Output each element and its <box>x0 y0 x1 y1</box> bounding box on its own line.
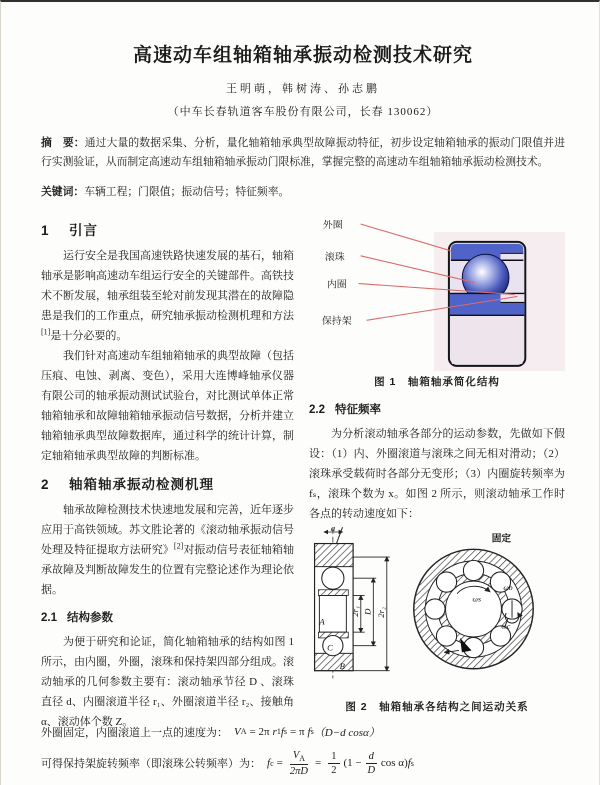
keywords-label: 关键词： <box>41 185 85 198</box>
section-2-2-paragraph: 为分析滚动轴承各部分的运动参数，先做如下假设：（1）内、外圈滚道与滚珠之间无相对滑动；（2）滚珠承受载荷时各部分无变形；（3）内圈旋转频率为 fₛ，滚珠个数为 x。如图 2 所示，则滚动轴承工作时各点的转动速度如下： <box>309 427 565 520</box>
figure-1 <box>309 214 565 392</box>
formula-2-frac3-num: d <box>366 750 377 764</box>
formula-1-f1: f <box>280 725 284 738</box>
two-column-body <box>41 212 565 728</box>
formula-1-f2-sub: s <box>310 727 314 737</box>
section-2-paragraph <box>41 500 294 600</box>
figure-2-graphic <box>303 524 565 696</box>
formula-2-frac1-num-sub: A <box>299 753 306 763</box>
formula-1-eq1: = 2π <box>249 725 270 738</box>
keywords-text: 车辆工程；门限值；振动信号；特征频率。 <box>84 185 290 198</box>
formula-2-fs: f <box>407 757 411 770</box>
section-1-paragraph-2: 我们针对高速动车组轴箱轴承的典型故障（包括压痕、电蚀、剥离、变色），采用大连博峰轴承仪器有限公司的轴承振动测试试验台，对比测试单体正常轴箱轴承和故障轴箱轴承振动信号数据，分析并建立轴箱轴承典型故障数据库，通过科学的统计计算，制定轴箱轴承典型故障的判断标准。 <box>41 349 294 462</box>
formula-2-fraction-1 <box>290 749 308 778</box>
formula-2-fs-sub: s <box>410 758 414 768</box>
fig1-label-inner-ring: 内圈 <box>326 279 347 291</box>
fig2-point-c: C <box>327 642 333 653</box>
formula-2-frac1-num: V <box>292 749 300 761</box>
fig2-section-view <box>315 524 390 678</box>
fig2-angle-label: a <box>330 523 336 533</box>
fig2-fixed-label: 固定 <box>491 533 512 545</box>
figure-2 <box>309 524 565 717</box>
page-title: 高速动车组轴箱轴承振动检测技术研究 <box>132 45 473 66</box>
fig2-dim-2r2: 2r₂ <box>375 606 386 618</box>
section-1-paragraph-1-tail: 是十分必要的。 <box>50 329 128 342</box>
bearing-shaft <box>452 316 522 364</box>
section-2-heading <box>41 475 294 495</box>
formula-1-eq2: = π <box>290 725 305 738</box>
formula-1-f2: f <box>307 725 311 738</box>
section-2-2-heading <box>309 400 565 420</box>
fig2-dim-d: D <box>362 608 373 615</box>
formula-block <box>41 724 565 778</box>
fig1-label-cage: 保持架 <box>321 315 352 327</box>
fig2-point-a: A <box>319 616 325 627</box>
abstract-paragraph <box>41 134 565 172</box>
right-column <box>309 212 565 712</box>
section-2-paragraph-tail: 对振动信号表征轴箱轴承故障及判断故障发生的位置有完整论述作为理论依据。 <box>41 543 295 596</box>
formula-2-fc: f <box>267 757 271 770</box>
formula-2-paren-open: (1 − <box>343 757 362 770</box>
formula-1-tail: （D−d cosα） <box>313 726 380 739</box>
formula-2 <box>41 749 565 778</box>
fig2-omega-c: ωc <box>501 620 511 630</box>
formula-2-frac1-den: 2πD <box>289 765 308 777</box>
fig2-point-b: B <box>339 660 345 671</box>
section-2-2-title: 特征频率 <box>335 403 381 416</box>
citation-ref-1: [1] <box>41 326 51 336</box>
section-2-1-title: 结构参数 <box>67 611 113 624</box>
section-2-1-heading <box>41 608 294 628</box>
formula-1-r-sub: 1 <box>276 727 281 737</box>
section-2-title: 轴箱轴承振动检测机理 <box>69 476 214 492</box>
section-2-1-paragraph: 为便于研究和论证，简化轴箱轴承的结构如图 1 所示，由内圈，外圈，滚珠和保持架四部分组成。滚动轴承的几何参数主要有：滚动轴承节径 D 、滚珠直径 d、内圈滚道半径 r₁、外圈滚道半径 r₂、接触角 α、滚动体个数 Z。 <box>41 635 294 728</box>
fig2-omega-b: ωb <box>503 582 513 592</box>
authors-line: 王明萌，韩树涛、孙志鹏 <box>226 83 380 95</box>
formula-2-fc-sub: c <box>270 758 274 768</box>
figure-1-caption: 图 1 轴箱轴承简化结构 <box>374 375 500 388</box>
fig2-omega-s: ωs <box>472 593 481 603</box>
formula-2-eq1: = <box>276 757 283 770</box>
section-1-paragraph-1 <box>41 246 294 346</box>
fig1-label-outer-ring: 外圈 <box>322 219 343 231</box>
section-2-number: 2 <box>41 476 50 492</box>
formula-2-frac2-num: 1 <box>328 750 339 764</box>
section-1-number: 1 <box>41 222 50 238</box>
formula-1-v-sub: A <box>240 727 247 737</box>
formula-1 <box>41 724 565 740</box>
citation-ref-2: [2] <box>173 540 184 550</box>
keywords-paragraph <box>41 183 565 201</box>
formula-2-prefix: 可得保持架旋转频率（即滚珠公转频率）为： <box>41 758 261 771</box>
figure-2-caption: 图 2 轴箱轴承各结构之间运动关系 <box>345 700 529 713</box>
section-1-paragraph-1-text: 运行安全是我国高速铁路快速发展的基石，轴箱轴承是影响高速动车组运行安全的关键部件。高铁技术不断发展，轴承组装至轮对前发现其潜在的故障隐患是我们的工作重点，研究轴承振动检测机理和方法 <box>41 249 294 322</box>
formula-1-prefix: 外圈固定，内圈滚道上一点的速度为： <box>41 726 228 739</box>
section-1-title: 引言 <box>69 222 98 238</box>
formula-2-eq2: = <box>315 757 322 770</box>
formula-1-expression <box>234 724 380 740</box>
formula-2-frac3-den: D <box>367 764 376 776</box>
fig2-front-view <box>414 532 533 668</box>
section-2-paragraph-text: 轴承故障检测技术快速地发展和完善，近年逐步应用于高铁领域。苏文胜论著的《滚动轴承振动信号处理及特征提取方法研究》 <box>41 503 294 556</box>
formula-1-r: r <box>272 725 277 738</box>
fig2-dim-2r1: 2r₁ <box>349 605 360 617</box>
fig1-label-ball: 滚珠 <box>324 251 345 263</box>
figure-1-graphic <box>309 214 565 371</box>
section-1-heading <box>41 221 294 241</box>
section-2-2-number: 2.2 <box>309 403 325 416</box>
formula-2-fraction-2 <box>328 750 339 777</box>
section-2-1-number: 2.1 <box>41 611 57 624</box>
formula-2-frac2-den: 2 <box>331 764 337 776</box>
formula-1-v: V <box>234 725 241 738</box>
affiliation-line: （中车长春轨道客车股份有限公司，长春 130062） <box>167 106 439 118</box>
abstract-text: 通过大量的数据采集、分析，量化轴箱轴承典型故障振动特征，初步设定轴箱轴承的振动门限值并进行实测验证，从而制定高速动车组轴箱轴承振动门限标准，掌握完整的高速动车组轴箱轴承振动检测技术。 <box>41 137 566 168</box>
formula-2-fraction-3 <box>366 750 377 777</box>
abstract-label: 摘 要： <box>41 137 85 149</box>
formula-2-paren-close: cos α) <box>380 757 408 770</box>
formula-2-expression <box>267 749 414 778</box>
formula-1-f1-sub: s <box>283 727 287 737</box>
left-column <box>41 212 295 728</box>
